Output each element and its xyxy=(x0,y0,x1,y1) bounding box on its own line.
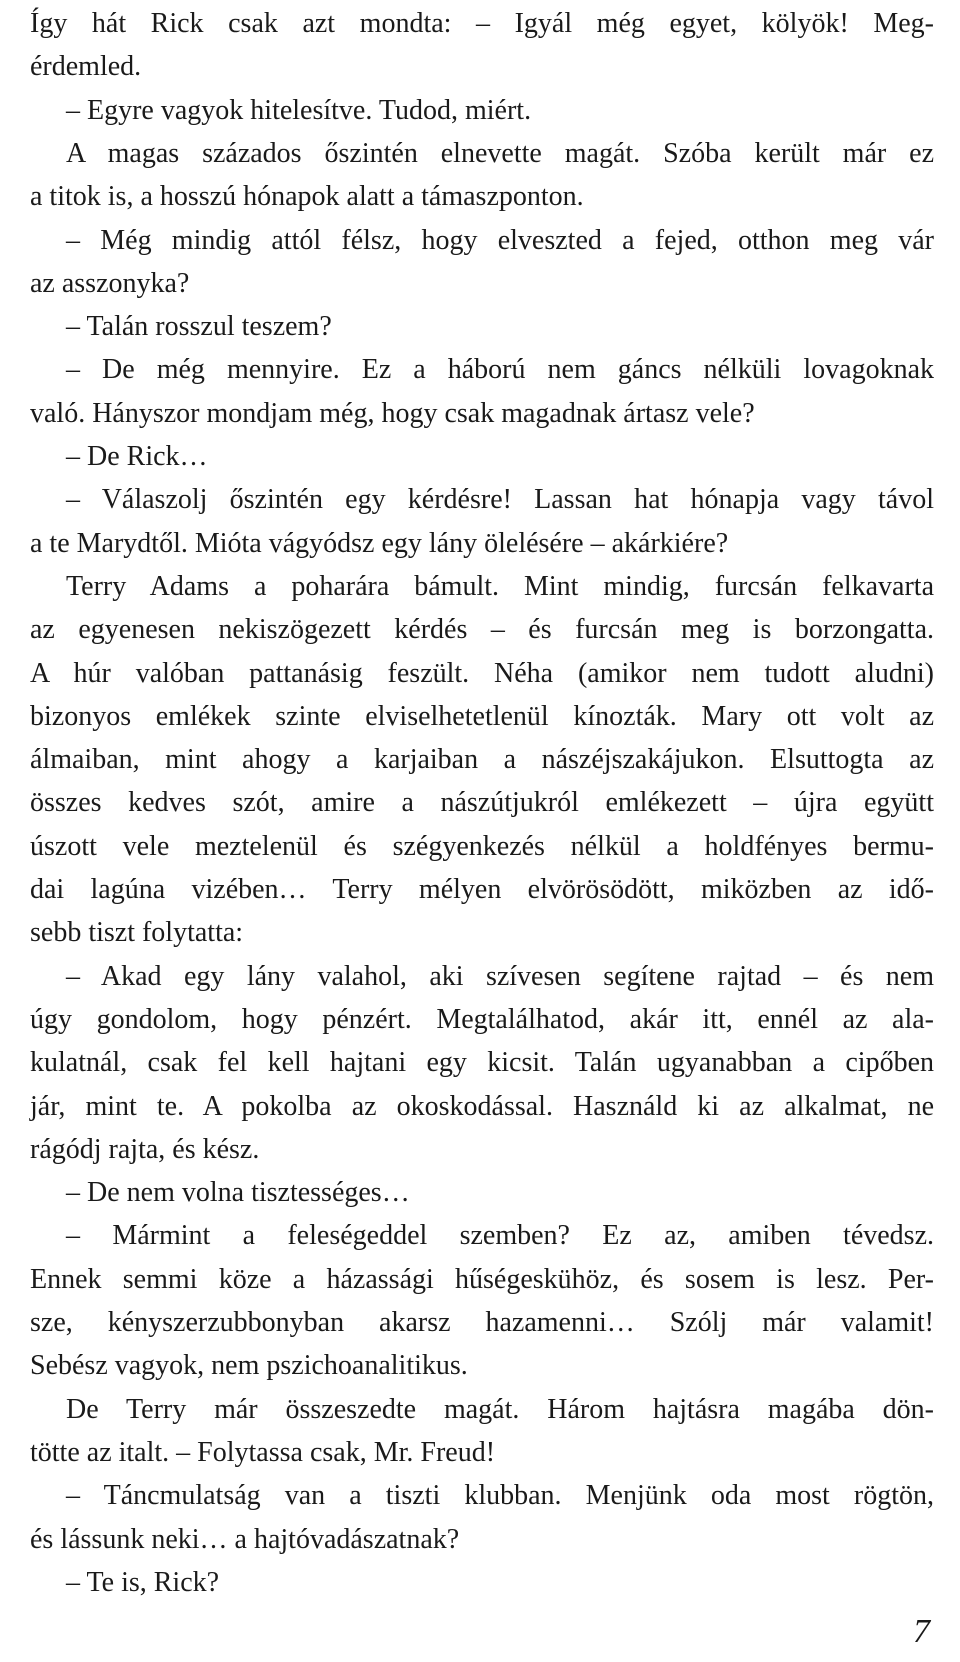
text-line: – De Rick… xyxy=(66,441,208,472)
text-line: tötte az italt. – Folytassa csak, Mr. Freud! xyxy=(30,1436,496,1468)
text-line: – De nem volna tisztességes… xyxy=(66,1177,410,1209)
text-line: sze, kényszerzubbonyban akarsz hazamenni… Szólj már valamit! xyxy=(30,1307,934,1338)
text-line: sebb tiszt folytatta: xyxy=(30,917,244,949)
text-line: – Egyre vagyok hitelesítve. Tudod, miért. xyxy=(66,94,532,126)
text-line: De Terry már összeszedte magát. Három hajtásra magába dön- xyxy=(66,1393,934,1425)
text-line: A húr valóban pattanásig feszült. Néha (amikor nem tudott aludni) xyxy=(30,657,934,689)
text-line: álmaiban, mint ahogy a karjaiban a nászéjszakájukon. Elsuttogta az xyxy=(30,744,934,776)
text-line: A magas százados őszintén elnevette magát. Szóba került már ez xyxy=(66,137,934,169)
text-line: Terry Adams a poharára bámult. Mint mindig, furcsán felkavarta xyxy=(66,570,934,602)
text-line: úszott vele meztelenül és szégyenkezés nélkül a holdfényes bermu- xyxy=(30,830,934,862)
text-line: az egyenesen nekiszögezett kérdés – és furcsán meg is borzongatta. xyxy=(30,614,934,646)
text-line: jár, mint te. A pokolba az okoskodással. Használd ki az alkalmat, ne xyxy=(30,1090,934,1122)
text-line: az asszonyka? xyxy=(30,267,190,299)
text-line: – Még mindig attól félsz, hogy elveszted a fejed, otthon meg vár xyxy=(66,224,934,256)
text-line: – De még mennyire. Ez a háború nem gáncs nélküli lovagoknak xyxy=(66,354,934,386)
text-line: bizonyos emlékek szinte elviselhetetlenül kínozták. Mary ott volt az xyxy=(30,700,934,732)
page-number: 7 xyxy=(913,1613,930,1650)
text-line: a te Marydtől. Mióta vágyódsz egy lány ölelésére – akárkiére? xyxy=(30,527,729,559)
text-line: összes kedves szót, amire a nászútjukról emlékezett – újra együtt xyxy=(30,787,934,819)
text-line: – Talán rosszul teszem? xyxy=(66,311,332,343)
text-line: úgy gondolom, hogy pénzért. Megtalálhatod, akár itt, ennél az ala- xyxy=(30,1003,934,1035)
text-line: dai lagúna vizében… Terry mélyen elvörösödött, miközben az idő- xyxy=(30,874,934,905)
text-line: – Táncmulatság van a tiszti klubban. Menjünk oda most rögtön, xyxy=(66,1480,934,1512)
text-line: – Válaszolj őszintén egy kérdésre! Lassan hat hónapja vagy távol xyxy=(66,484,934,516)
text-line: Ennek semmi köze a házassági hűségeskühöz, és sosem is lesz. Per- xyxy=(30,1263,934,1295)
text-line: rágódj rajta, és kész. xyxy=(30,1133,260,1165)
text-line: érdemled. xyxy=(30,51,142,83)
text-line: a titok is, a hosszú hónapok alatt a támaszponton. xyxy=(30,181,584,213)
text-line: kulatnál, csak fel kell hajtani egy kicsit. Talán ugyanabban a cipőben xyxy=(30,1047,934,1079)
text-line: – Mármint a feleségeddel szemben? Ez az, amiben tévedsz. xyxy=(66,1220,934,1252)
text-line: Sebész vagyok, nem pszichoanalitikus. xyxy=(30,1350,468,1382)
text-line: és lássunk neki… a hajtóvadászatnak? xyxy=(30,1523,460,1555)
text-line: Így hát Rick csak azt mondta: – Igyál még egyet, kölyök! Meg- xyxy=(30,8,934,39)
text-line: – Akad egy lány valahol, aki szívesen segítene rajtad – és nem xyxy=(66,960,934,992)
text-line: való. Hányszor mondjam még, hogy csak magadnak ártasz vele? xyxy=(30,397,755,429)
text-line: – Te is, Rick? xyxy=(66,1566,220,1598)
